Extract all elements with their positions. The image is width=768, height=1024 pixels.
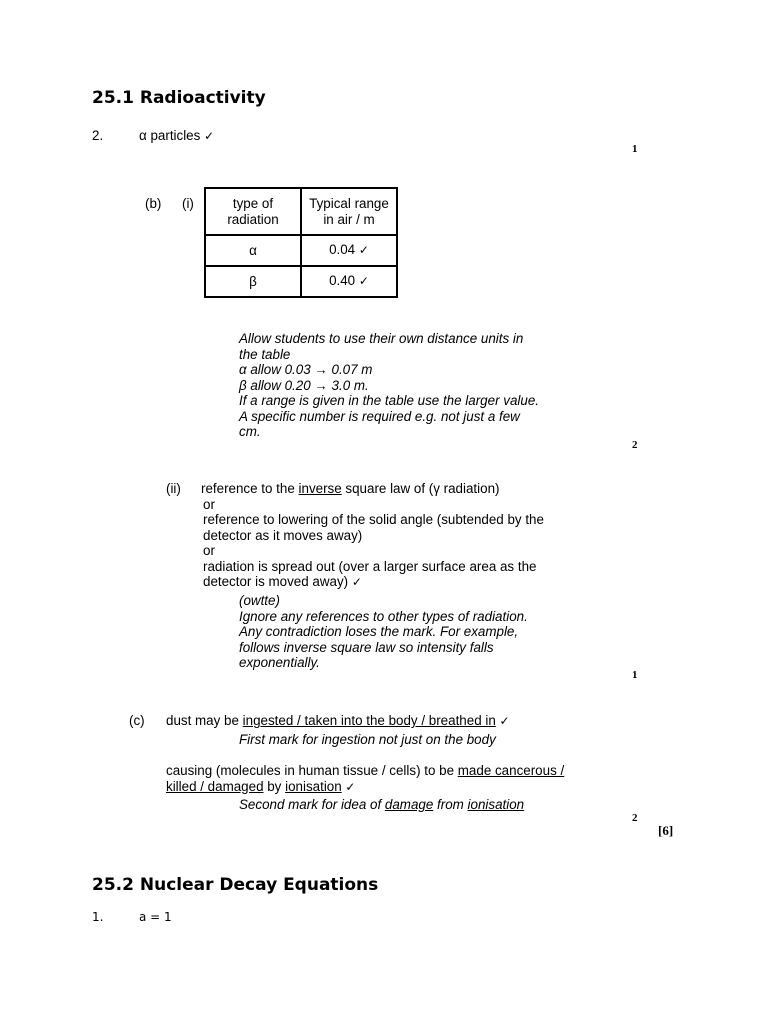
note-text-underlined: damage: [384, 797, 434, 812]
note-c1: First mark for ingestion not just on the body: [239, 732, 496, 747]
note-line: Allow students to use their own distance units in: [239, 331, 524, 346]
cell-type: α: [205, 235, 301, 266]
note-line: Any contradiction loses the mark. For example,: [239, 624, 519, 639]
tick-icon: ✓: [358, 274, 369, 289]
answer-text: reference to the: [201, 481, 299, 496]
note-text: 0.07 m: [331, 362, 373, 377]
note-text: Second mark for idea of: [239, 797, 385, 812]
note-text: from: [433, 797, 468, 812]
note-line: follows inverse square law so intensity falls: [239, 639, 494, 655]
or-text: or: [203, 543, 215, 558]
answer-text-underlined: killed / damaged: [166, 778, 264, 794]
answer-text: detector is moved away): [203, 574, 349, 589]
part-bii-label: (ii): [166, 481, 181, 496]
or-text: or: [203, 496, 215, 512]
note-text: 3.0 m.: [331, 377, 369, 393]
note-line: A specific number is required e.g. not just a few: [239, 408, 520, 424]
answer-text-underlined: made cancerous /: [457, 763, 565, 778]
note-c2: [239, 797, 524, 813]
table-row: [205, 266, 397, 297]
question-number: 1.: [92, 910, 104, 924]
section-title-25-2: 25.2 Nuclear Decay Equations: [92, 875, 379, 895]
marking-notes-bii: [239, 593, 579, 671]
part-b-label: (b): [145, 196, 162, 211]
question-number: 2.: [92, 128, 104, 143]
answer-line: [166, 779, 606, 796]
note-text-underlined: ionisation: [467, 797, 525, 812]
answer-text: causing (molecules in human tissue / cells) to be: [166, 763, 458, 778]
answer-line: radiation is spread out (over a larger surface area as the: [203, 558, 537, 574]
cell-type: β: [205, 266, 301, 297]
header-line: in air / m: [323, 211, 375, 227]
answer-text: square law of (γ radiation): [341, 481, 500, 496]
note-line: If a range is given in the table use the larger value.: [239, 393, 539, 408]
answer-line: [166, 763, 606, 779]
note-line: [239, 362, 579, 378]
note-line: cm.: [239, 424, 261, 439]
table-header-range: [301, 188, 397, 235]
table-header-row: [205, 188, 397, 235]
answer-text-underlined: ionisation: [285, 778, 342, 794]
note-line: Ignore any references to other types of radiation.: [239, 608, 528, 624]
answer-line: [201, 574, 581, 591]
tick-icon: ✓: [345, 779, 356, 794]
part-c-label: (c): [129, 713, 145, 728]
mark-c: 2: [632, 812, 638, 824]
range-value: 0.04: [329, 242, 356, 258]
tick-icon: ✓: [358, 243, 369, 258]
mark-bii: 1: [632, 669, 638, 681]
part-bi-label: (i): [182, 196, 194, 211]
note-line: [239, 378, 579, 394]
answer-line: [201, 481, 581, 497]
answer-line: detector as it moves away): [203, 527, 363, 543]
tick-icon: ✓: [499, 714, 510, 728]
arrow-icon: →: [314, 362, 328, 377]
answer-line: reference to lowering of the solid angle (subtended by the: [203, 512, 544, 527]
mark-bi: 2: [632, 439, 638, 451]
answer-a-text: α particles: [139, 128, 201, 143]
mark-a: 1: [632, 143, 638, 155]
table-row: [205, 235, 397, 266]
answer-c-line2: [166, 763, 606, 795]
answer-c-line1: [166, 713, 510, 730]
answer-text-underlined: ingested / taken into the body / breathed in: [242, 713, 496, 728]
answer-text: by: [263, 778, 286, 794]
header-line: Typical range: [309, 196, 389, 211]
cell-range: [301, 266, 397, 297]
answer-a: [139, 128, 214, 145]
note-line: the table: [239, 346, 291, 362]
marking-notes-bi: [239, 331, 579, 440]
total-marks: [6]: [658, 823, 674, 838]
table-header-type: [205, 188, 301, 235]
range-table: [204, 187, 398, 298]
header-line: type of: [232, 196, 274, 211]
answer-text: a = 1: [139, 910, 172, 924]
cell-range: [301, 235, 397, 266]
answer-text-underlined: inverse: [298, 481, 342, 496]
note-line: (owtte): [239, 593, 280, 608]
arrow-icon: →: [314, 377, 328, 393]
tick-icon: ✓: [351, 575, 362, 589]
note-text: β allow 0.20: [239, 377, 311, 393]
section-title-25-1: 25.1 Radioactivity: [92, 88, 266, 108]
range-value: 0.40: [329, 273, 356, 289]
answer-bii: [201, 481, 581, 591]
note-line: exponentially.: [239, 655, 320, 670]
answer-text: dust may be: [166, 713, 243, 728]
note-text: α allow 0.03: [239, 362, 311, 377]
header-line: radiation: [227, 211, 279, 227]
tick-icon: ✓: [204, 129, 215, 143]
